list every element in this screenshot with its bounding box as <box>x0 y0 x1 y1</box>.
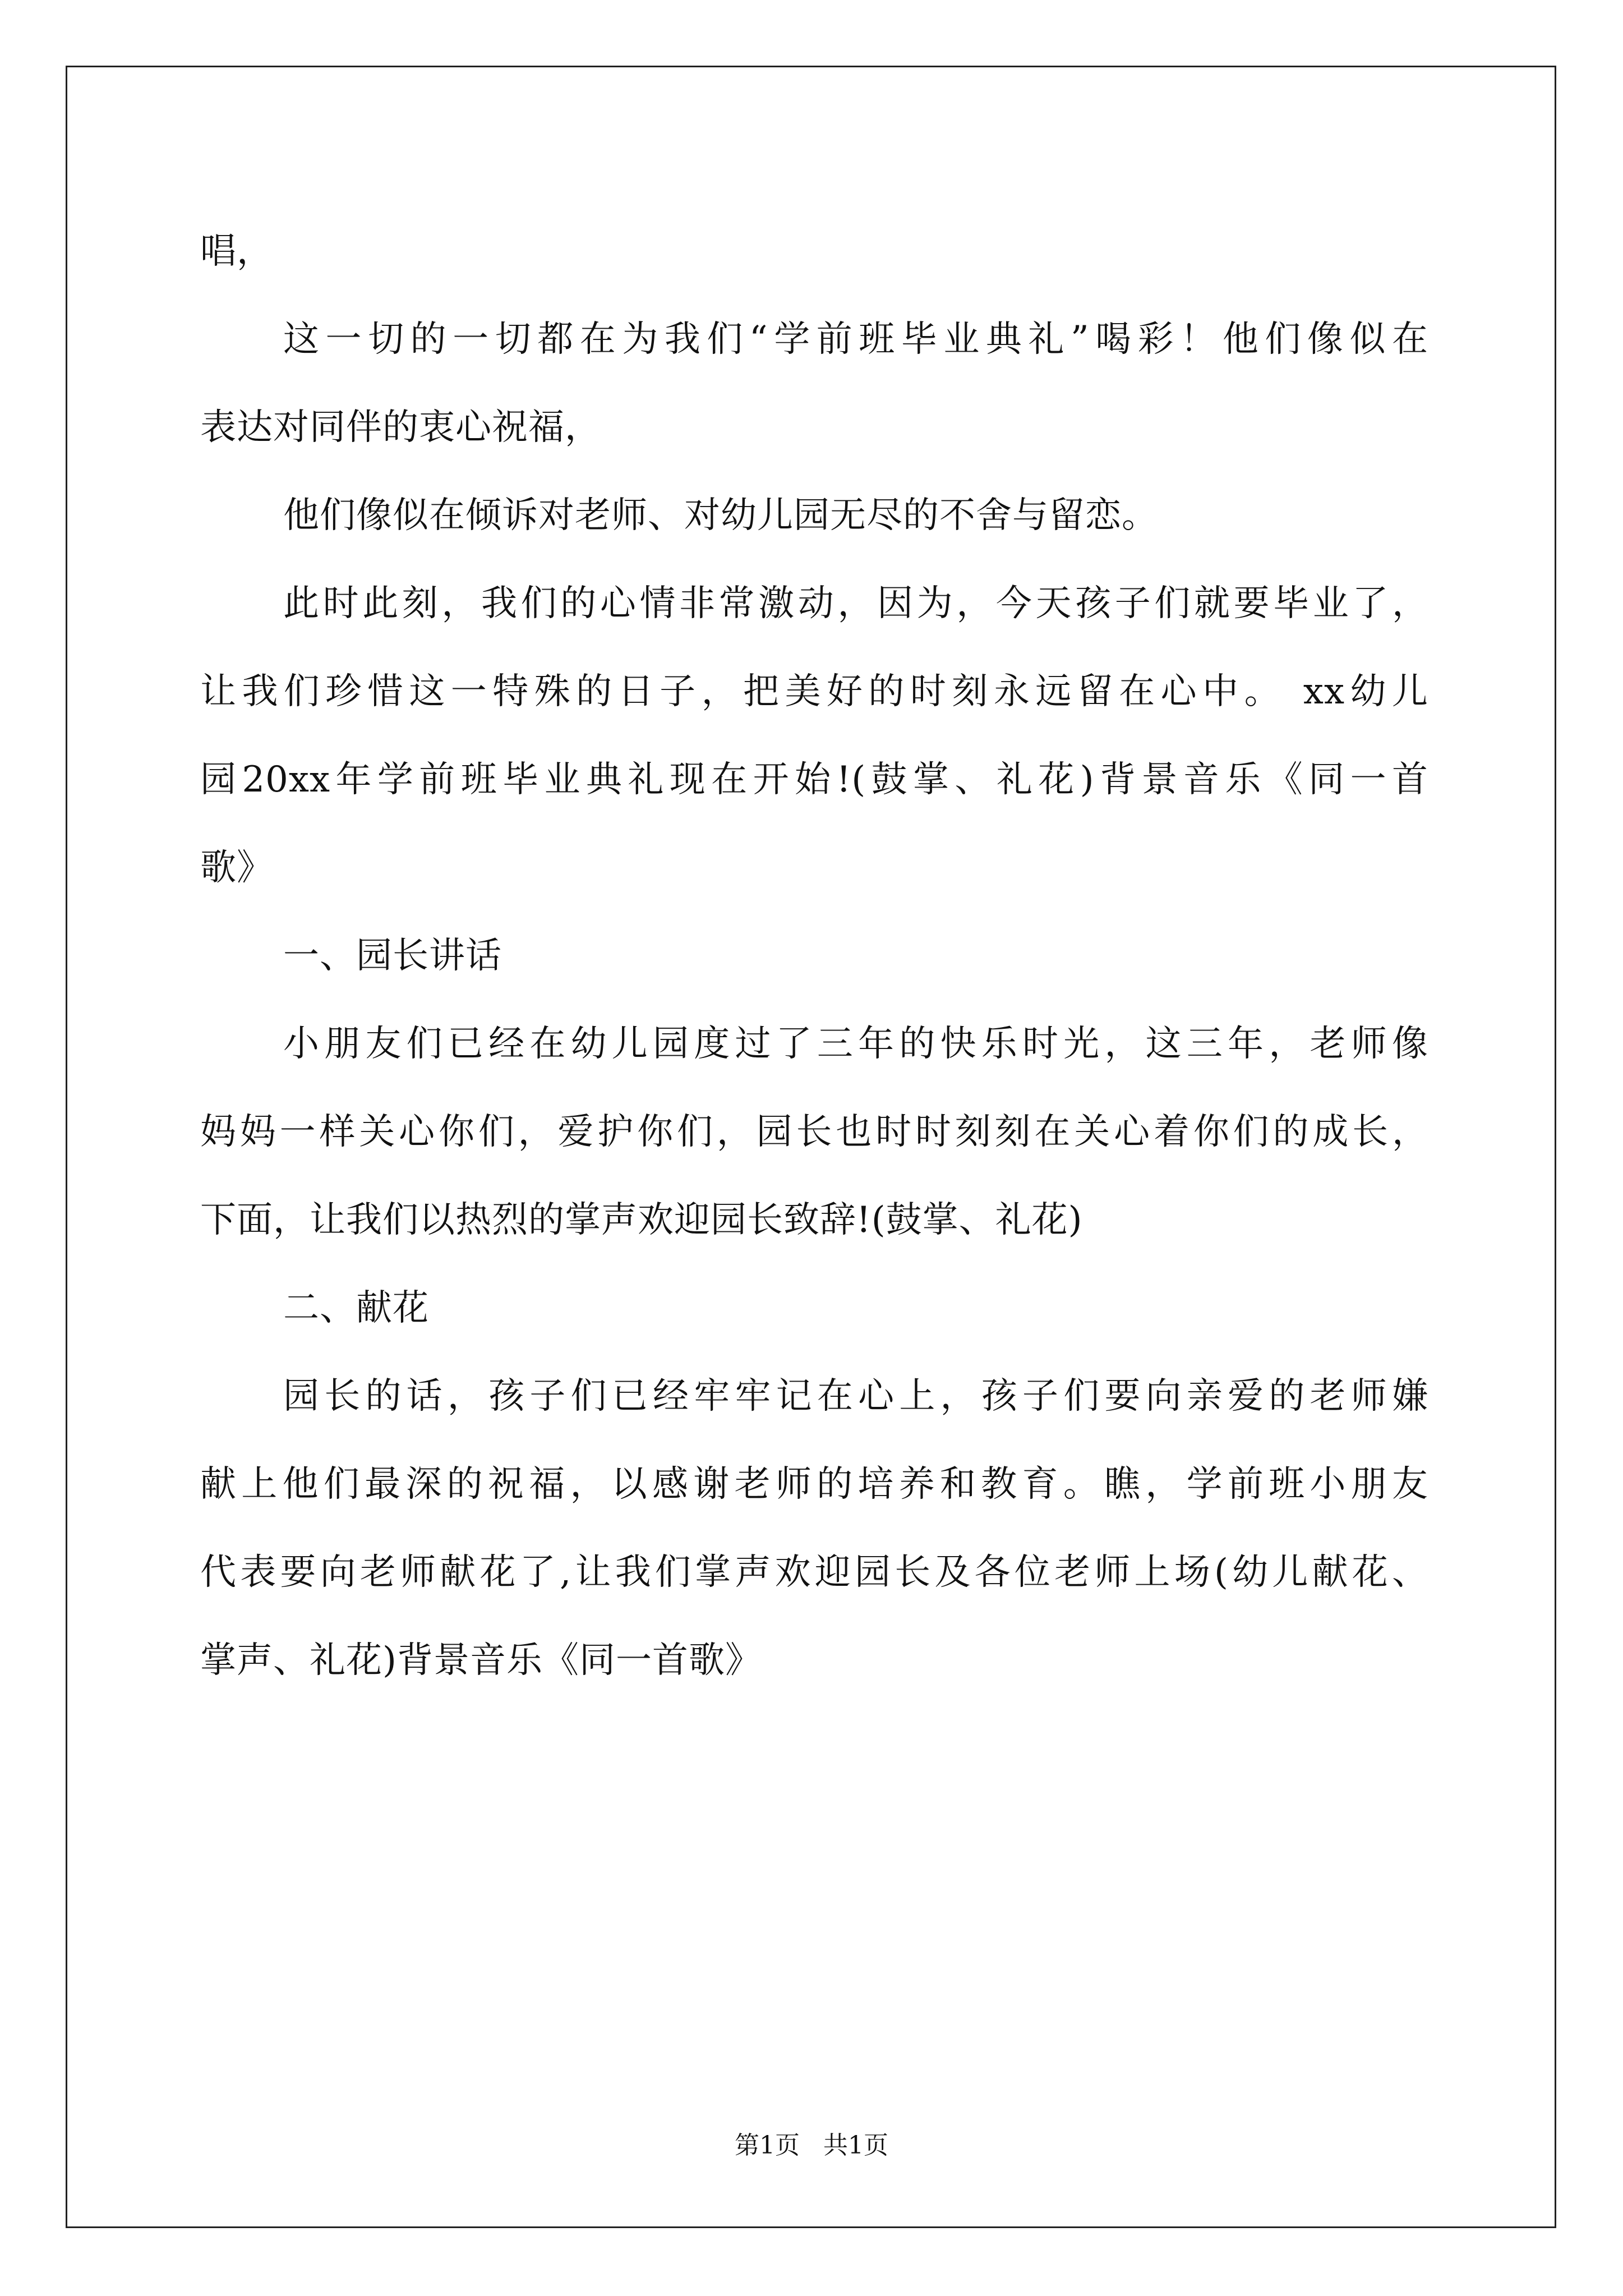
text-line: 园20xx年学前班毕业典礼现在开始!(鼓掌、礼花)背景音乐《同一首 <box>200 759 1428 800</box>
text-line: 这一切的一切都在为我们“学前班毕业典礼”喝彩！他们像似在 <box>283 319 1428 360</box>
text-line: 妈妈一样关心你们，爱护你们，园长也时时刻刻在关心着你们的成长， <box>200 1111 1428 1153</box>
text-line: 下面，让我们以热烈的掌声欢迎园长致辞!(鼓掌、礼花) <box>200 1199 1083 1241</box>
text-line: 唱， <box>200 231 273 272</box>
text-line: 让我们珍惜这一特殊的日子，把美好的时刻永远留在心中。 xx幼儿 <box>200 671 1428 712</box>
section-heading: 一、园长讲话 <box>283 935 502 977</box>
text-line: 此时此刻，我们的心情非常激动，因为，今天孩子们就要毕业了， <box>283 583 1428 624</box>
text-line: 表达对同伴的衷心祝福， <box>200 407 601 448</box>
text-line: 献上他们最深的祝福，以感谢老师的培养和教育。瞧，学前班小朋友 <box>200 1464 1428 1505</box>
text-line: 园长的话，孩子们已经牢牢记在心上，孩子们要向亲爱的老师嫌 <box>283 1375 1428 1417</box>
section-heading: 二、献花 <box>283 1287 429 1329</box>
text-line: 歌》 <box>200 847 273 889</box>
text-line: 他们像似在倾诉对老师、对幼儿园无尽的不舍与留恋。 <box>283 495 1158 536</box>
text-line: 掌声、礼花)背景音乐《同一首歌》 <box>200 1640 762 1681</box>
document-body <box>200 208 1428 1705</box>
page-number-footer: 第1页 共1页 <box>735 2131 888 2160</box>
text-line: 代表要向老师献花了,让我们掌声欢迎园长及各位老师上场(幼儿献花、 <box>200 1552 1428 1593</box>
text-line: 小朋友们已经在幼儿园度过了三年的快乐时光，这三年，老师像 <box>283 1023 1428 1065</box>
